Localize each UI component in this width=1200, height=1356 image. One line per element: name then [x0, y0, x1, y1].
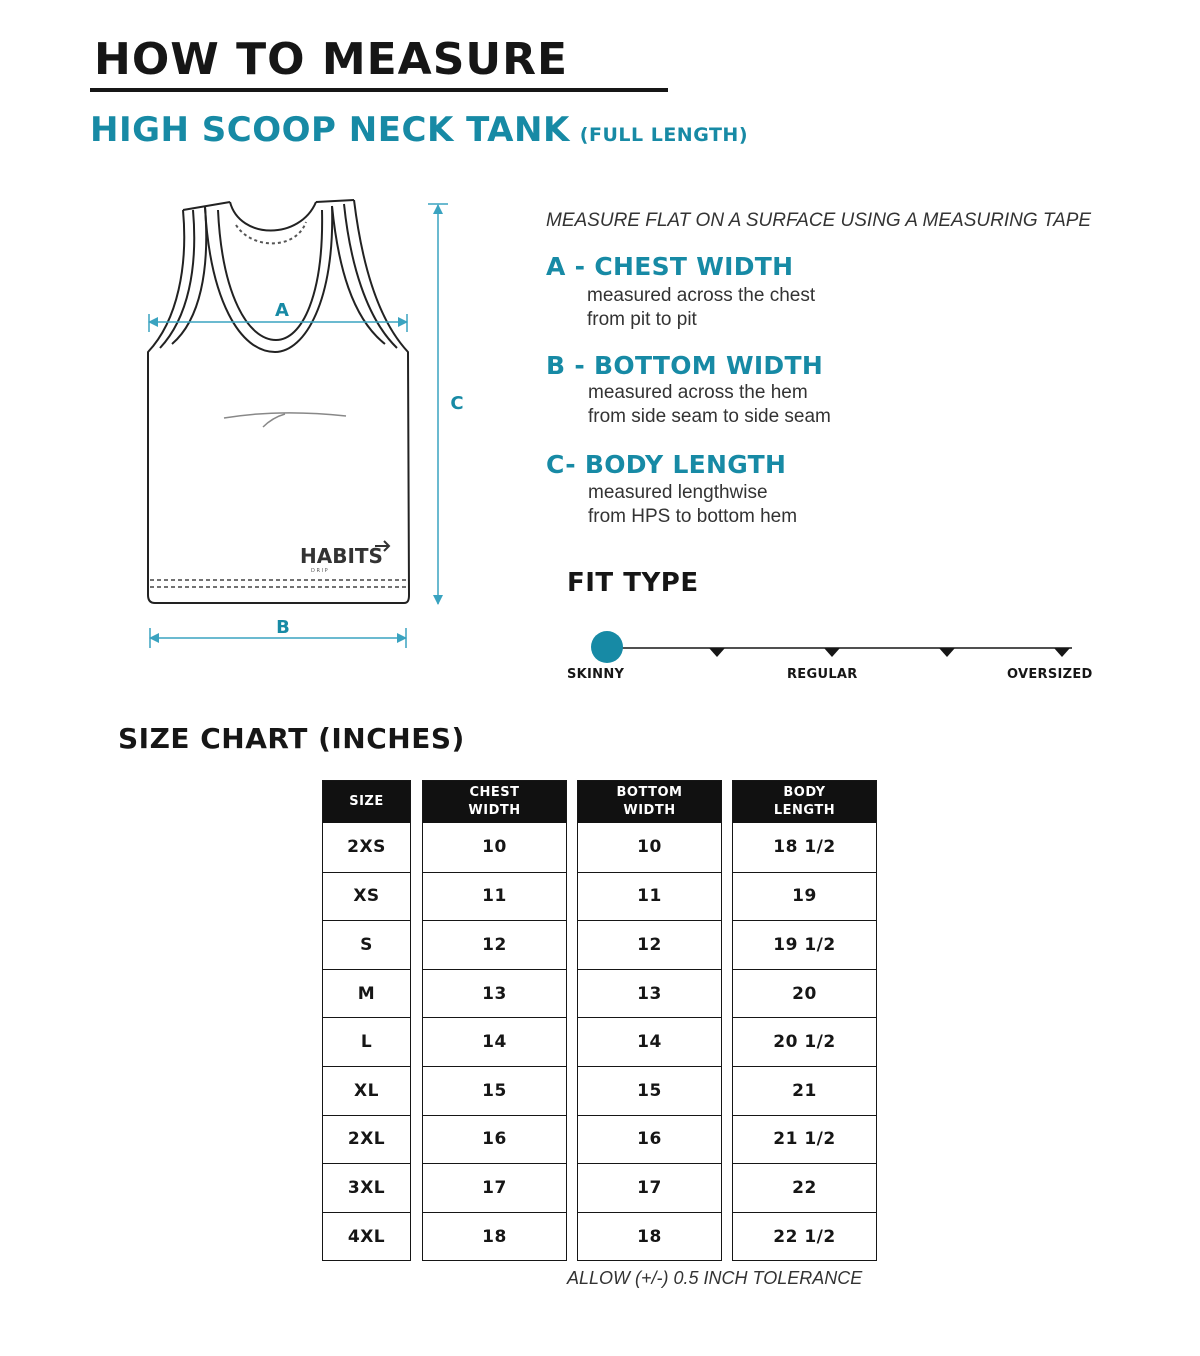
- chest-width-cell: 15: [423, 1066, 566, 1115]
- fit-marker-1: [709, 648, 725, 657]
- size-cell: 2XL: [323, 1115, 410, 1164]
- body-length-header: BODY LENGTH: [733, 781, 876, 823]
- brand-sub: D R I P: [311, 568, 328, 574]
- bottom-width-cell: 14: [578, 1017, 721, 1066]
- chest-width-cells: [423, 823, 566, 1260]
- bottom-width-cell: 15: [578, 1066, 721, 1115]
- chest-width-cell: 16: [423, 1115, 566, 1164]
- body-length-cell: 19: [733, 872, 876, 921]
- label-c: C: [450, 393, 464, 414]
- tolerance-note: ALLOW (+/-) 0.5 INCH TOLERANCE: [567, 1268, 863, 1288]
- body-length-column: [732, 780, 877, 1261]
- body-length-cell: 19 1/2: [733, 920, 876, 969]
- chest-width-header: CHEST WIDTH: [423, 781, 566, 823]
- tank-outline: [148, 200, 409, 603]
- fit-marker-3: [939, 648, 955, 657]
- fabric-fold-2: [263, 414, 285, 427]
- size-cell: XL: [323, 1066, 410, 1115]
- body-length-cell: 20: [733, 969, 876, 1018]
- bottom-width-column: [577, 780, 722, 1261]
- size-cell: 2XS: [347, 837, 386, 858]
- chest-width-column: [422, 780, 567, 1261]
- bottom-width-cell: 11: [578, 872, 721, 921]
- fabric-fold: [224, 413, 346, 418]
- bottom-width-cell: 16: [578, 1115, 721, 1164]
- chest-width-desc: measured across the chest from pit to pit: [587, 285, 816, 330]
- chest-width-cell: 12: [423, 920, 566, 969]
- brand-logo: HABITS: [300, 544, 383, 568]
- title-underline: [90, 88, 668, 92]
- body-length-cell: 22 1/2: [733, 1212, 876, 1261]
- size-cell: L: [323, 1017, 410, 1066]
- body-length-cell: 20 1/2: [733, 1017, 876, 1066]
- bottom-width-heading: B - BOTTOM WIDTH: [546, 351, 824, 380]
- body-length-cell: 22: [733, 1163, 876, 1212]
- size-cell: XS: [323, 872, 410, 921]
- body-length-desc: measured lengthwise from HPS to bottom hem: [588, 482, 798, 527]
- tank-top-diagram: [130, 190, 490, 660]
- bottom-width-cells: [578, 823, 721, 1260]
- fit-type-title: FIT TYPE: [567, 568, 699, 598]
- body-length-cell: 21 1/2: [733, 1115, 876, 1164]
- fit-type-scale: [560, 625, 1080, 665]
- chest-width-cell: 10: [482, 837, 507, 858]
- product-suffix: (FULL LENGTH): [579, 124, 749, 146]
- body-length-cell: 18 1/2: [773, 837, 836, 858]
- chest-width-cell: 17: [423, 1163, 566, 1212]
- bottom-width-cell: 10: [637, 837, 662, 858]
- size-chart-title: SIZE CHART (INCHES): [118, 722, 465, 755]
- chest-width-cell: 13: [423, 969, 566, 1018]
- measure-instruction: MEASURE FLAT ON A SURFACE USING A MEASURING TAPE: [546, 210, 1092, 231]
- size-cell: M: [323, 969, 410, 1018]
- size-cell: S: [323, 920, 410, 969]
- chest-width-cell: 11: [423, 872, 566, 921]
- chest-width-heading: A - CHEST WIDTH: [546, 252, 794, 281]
- fit-label-regular: REGULAR: [787, 667, 858, 682]
- chest-width-cell: 18: [423, 1212, 566, 1261]
- fit-marker-4: [1054, 648, 1070, 657]
- size-cell: 4XL: [323, 1212, 410, 1261]
- product-name: HIGH SCOOP NECK TANK: [90, 110, 570, 150]
- page-title: HOW TO MEASURE: [94, 34, 569, 85]
- bottom-width-cell: 13: [578, 969, 721, 1018]
- size-column: [322, 780, 411, 1261]
- size-cell: 3XL: [323, 1163, 410, 1212]
- bottom-width-desc: measured across the hem from side seam to side seam: [588, 382, 831, 427]
- body-length-heading: C- BODY LENGTH: [546, 450, 787, 479]
- bottom-width-cell: 18: [578, 1212, 721, 1261]
- fit-selected-indicator: [591, 631, 623, 663]
- body-length-cell: 21: [733, 1066, 876, 1115]
- bottom-width-cell: 17: [578, 1163, 721, 1212]
- body-length-cells: [733, 823, 876, 1260]
- fit-label-oversized: OVERSIZED: [1007, 667, 1093, 682]
- fit-label-skinny: SKINNY: [567, 667, 625, 682]
- label-a: A: [275, 300, 289, 321]
- chest-width-cell: 14: [423, 1017, 566, 1066]
- label-b: B: [276, 617, 290, 638]
- bottom-width-cell: 12: [578, 920, 721, 969]
- bottom-width-header: BOTTOM WIDTH: [578, 781, 721, 823]
- product-title: [90, 110, 748, 150]
- fit-marker-2: [824, 648, 840, 657]
- size-cells: [323, 823, 410, 1260]
- size-header: SIZE: [323, 781, 410, 823]
